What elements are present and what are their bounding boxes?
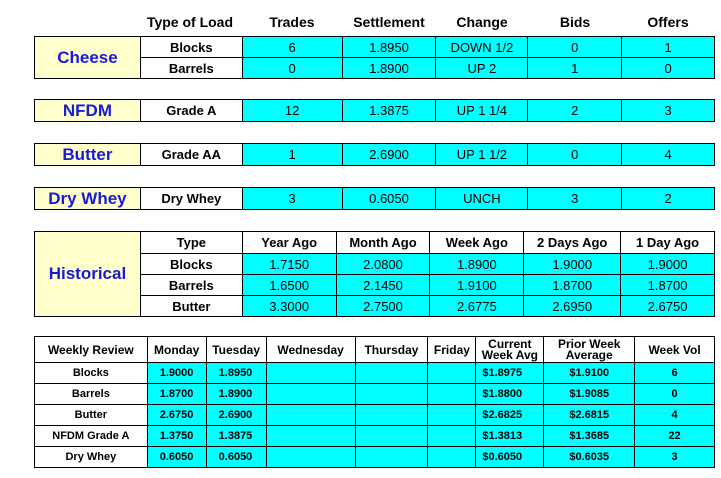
weekly-header: Thursday: [355, 337, 428, 363]
weekly-value: 0.6050: [206, 447, 266, 468]
historical-value: 2.6775: [430, 296, 524, 317]
historical-value: 1.9000: [621, 254, 715, 275]
weekly-value: [355, 426, 428, 447]
weekly-value: 0.6050: [147, 447, 206, 468]
table-row: [35, 405, 715, 426]
offers-value: 1: [622, 37, 715, 58]
offers-value: 0: [622, 58, 715, 79]
table-row: [35, 37, 715, 58]
historical-value: 1.9000: [524, 254, 621, 275]
offers-value: 2: [622, 188, 715, 210]
settlement-value: 1.3875: [342, 100, 436, 122]
weekly-header: Prior Week Average: [544, 337, 635, 363]
historical-header: Type: [140, 232, 242, 254]
change-value: DOWN 1/2: [436, 37, 528, 58]
historical-value: 3.3000: [242, 296, 336, 317]
weekly-value: 2.6900: [206, 405, 266, 426]
weekly-value: 6: [635, 363, 715, 384]
historical-value: 2.0800: [336, 254, 430, 275]
settlement-value: 1.8950: [342, 37, 436, 58]
weekly-value: 1.8900: [206, 384, 266, 405]
change-value: UP 2: [436, 58, 528, 79]
weekly-value: 1.3750: [147, 426, 206, 447]
header-trades: Trades: [269, 14, 315, 30]
weekly-value: [428, 447, 476, 468]
offers-value: 3: [622, 100, 715, 122]
product-label-dry-whey: Dry Whey: [35, 188, 141, 210]
weekly-product: Barrels: [35, 384, 148, 405]
weekly-value: [266, 384, 355, 405]
change-value: UP 1 1/2: [436, 144, 528, 166]
historical-header: Week Ago: [430, 232, 524, 254]
historical-header: 1 Day Ago: [621, 232, 715, 254]
weekly-value: $1.8975: [476, 363, 544, 384]
weekly-value: [266, 426, 355, 447]
historical-header: 2 Days Ago: [524, 232, 621, 254]
table-row: [35, 188, 715, 210]
historical-header: Month Ago: [336, 232, 430, 254]
bids-value: 2: [528, 100, 622, 122]
product-label-nfdm: NFDM: [35, 100, 141, 122]
weekly-value: $1.8800: [476, 384, 544, 405]
weekly-value: $0.6035: [544, 447, 635, 468]
table-row: [35, 363, 715, 384]
weekly-value: $2.6815: [544, 405, 635, 426]
cheese-table: [34, 36, 715, 79]
change-value: UP 1 1/4: [436, 100, 528, 122]
weekly-value: [355, 384, 428, 405]
table-row: [35, 384, 715, 405]
product-label-historical: Historical: [35, 232, 141, 317]
weekly-product: Blocks: [35, 363, 148, 384]
weekly-value: [266, 447, 355, 468]
load-type: Blocks: [140, 37, 242, 58]
table-row: [35, 144, 715, 166]
settlement-value: 1.8900: [342, 58, 436, 79]
product-label-butter: Butter: [35, 144, 141, 166]
dry-whey-table: [34, 187, 715, 210]
weekly-value: [428, 363, 476, 384]
historical-header: Year Ago: [242, 232, 336, 254]
weekly-value: [266, 405, 355, 426]
load-type: Barrels: [140, 58, 242, 79]
historical-value: 1.8700: [621, 275, 715, 296]
weekly-review-table: [34, 336, 715, 468]
weekly-value: $2.6825: [476, 405, 544, 426]
table-row: [35, 337, 715, 363]
change-value: UNCH: [436, 188, 528, 210]
weekly-header: Week Vol: [635, 337, 715, 363]
trades-value: 12: [242, 100, 342, 122]
weekly-value: $1.9085: [544, 384, 635, 405]
weekly-header: Friday: [428, 337, 476, 363]
weekly-product: Butter: [35, 405, 148, 426]
historical-value: 1.9100: [430, 275, 524, 296]
header-bids: Bids: [559, 14, 591, 30]
trades-value: 3: [242, 188, 342, 210]
weekly-value: 3: [635, 447, 715, 468]
trades-value: 0: [242, 58, 342, 79]
header-offers: Offers: [647, 14, 689, 30]
header-settlement: Settlement: [353, 14, 425, 30]
trades-value: 1: [242, 144, 342, 166]
weekly-value: [355, 363, 428, 384]
weekly-product: Dry Whey: [35, 447, 148, 468]
weekly-value: 1.3875: [206, 426, 266, 447]
weekly-header: Monday: [147, 337, 206, 363]
historical-type: Butter: [140, 296, 242, 317]
weekly-value: $1.3685: [544, 426, 635, 447]
historical-value: 1.7150: [242, 254, 336, 275]
historical-value: 1.6500: [242, 275, 336, 296]
weekly-value: 1.8700: [147, 384, 206, 405]
product-label-cheese: Cheese: [35, 37, 141, 79]
weekly-value: [428, 405, 476, 426]
nfdm-table: [34, 99, 715, 122]
historical-table: [34, 231, 715, 317]
weekly-value: $0.6050: [476, 447, 544, 468]
historical-value: 1.8900: [430, 254, 524, 275]
bids-value: 3: [528, 188, 622, 210]
historical-value: 2.1450: [336, 275, 430, 296]
header-change: Change: [456, 14, 508, 30]
weekly-value: 22: [635, 426, 715, 447]
weekly-value: 4: [635, 405, 715, 426]
bids-value: 0: [528, 37, 622, 58]
weekly-value: [428, 426, 476, 447]
weekly-value: 0: [635, 384, 715, 405]
weekly-header: Current Week Avg: [476, 337, 544, 363]
historical-type: Barrels: [140, 275, 242, 296]
settlement-value: 2.6900: [342, 144, 436, 166]
historical-value: 2.6950: [524, 296, 621, 317]
butter-table: [34, 143, 715, 166]
weekly-value: 1.8950: [206, 363, 266, 384]
weekly-product: NFDM Grade A: [35, 426, 148, 447]
historical-value: 1.8700: [524, 275, 621, 296]
weekly-header: Tuesday: [206, 337, 266, 363]
historical-type: Blocks: [140, 254, 242, 275]
load-type: Dry Whey: [140, 188, 242, 210]
load-type: Grade A: [140, 100, 242, 122]
table-row: [35, 100, 715, 122]
weekly-value: [266, 363, 355, 384]
load-type: Grade AA: [140, 144, 242, 166]
weekly-header: Wednesday: [266, 337, 355, 363]
weekly-value: $1.3813: [476, 426, 544, 447]
table-row: [35, 426, 715, 447]
table-row: [35, 232, 715, 254]
table-row: [35, 447, 715, 468]
historical-value: 2.7500: [336, 296, 430, 317]
weekly-value: [428, 384, 476, 405]
historical-value: 2.6750: [621, 296, 715, 317]
bids-value: 1: [528, 58, 622, 79]
bids-value: 0: [528, 144, 622, 166]
weekly-value: 1.9000: [147, 363, 206, 384]
trades-value: 6: [242, 37, 342, 58]
weekly-value: $1.9100: [544, 363, 635, 384]
weekly-value: [355, 405, 428, 426]
offers-value: 4: [622, 144, 715, 166]
settlement-value: 0.6050: [342, 188, 436, 210]
weekly-header: Weekly Review: [35, 337, 148, 363]
weekly-value: [355, 447, 428, 468]
weekly-value: 2.6750: [147, 405, 206, 426]
header-type-of-load: Type of Load: [146, 14, 234, 30]
